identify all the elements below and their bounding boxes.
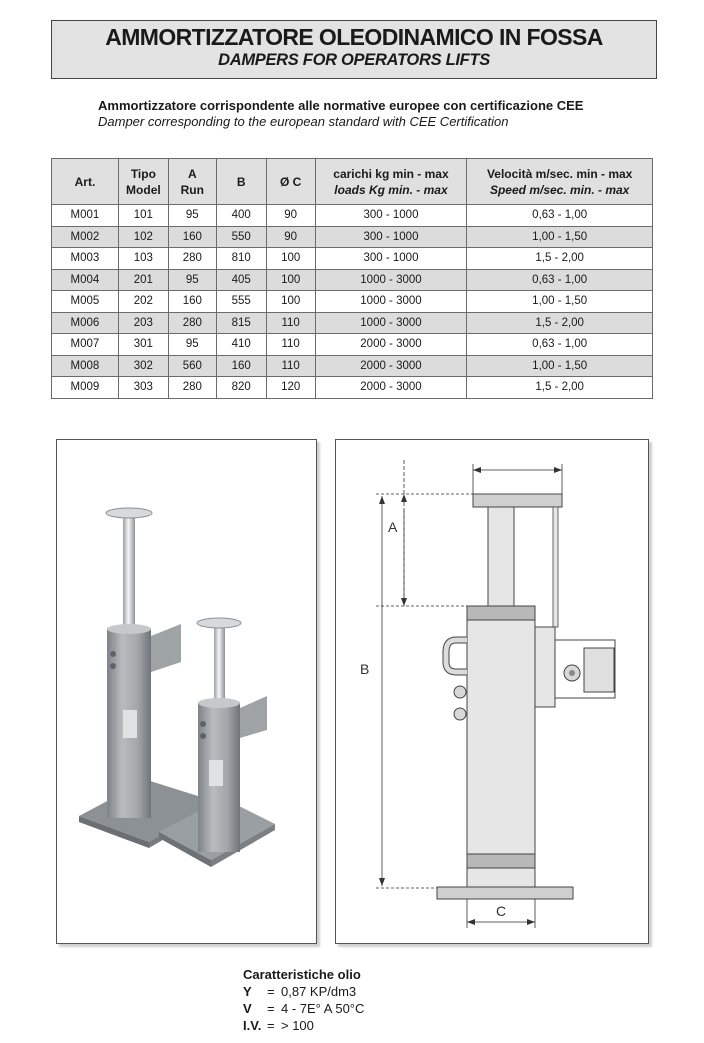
damper-drawing — [336, 440, 648, 943]
run-cell: 95 — [168, 269, 216, 291]
dimension-label-a: A — [388, 519, 398, 535]
oil-rows — [243, 983, 364, 1034]
intro-text — [98, 98, 583, 130]
table-header-row — [52, 159, 653, 205]
b-cell: 820 — [216, 377, 266, 399]
oil-value: 4 - 7E° A 50°C — [281, 1001, 365, 1016]
art-cell: M003 — [52, 248, 119, 270]
art-cell: M006 — [52, 312, 119, 334]
tall-damper — [79, 508, 217, 848]
technical-drawing — [335, 439, 649, 944]
c-cell: 100 — [266, 269, 315, 291]
product-photo — [56, 439, 317, 944]
loads-cell: 2000 - 3000 — [315, 355, 467, 377]
oil-row — [243, 1000, 364, 1017]
art-cell: M007 — [52, 334, 119, 356]
speed-cell: 1,5 - 2,00 — [467, 312, 653, 334]
c-cell: 110 — [266, 355, 315, 377]
b-cell: 410 — [216, 334, 266, 356]
b-cell: 400 — [216, 205, 266, 227]
run-cell: 160 — [168, 226, 216, 248]
col-c: Ø C — [266, 159, 315, 205]
table-row — [52, 355, 653, 377]
speed-cell: 0,63 - 1,00 — [467, 205, 653, 227]
model-cell: 203 — [118, 312, 168, 334]
col-art: Art. — [52, 159, 119, 205]
model-cell: 201 — [118, 269, 168, 291]
run-cell: 280 — [168, 377, 216, 399]
c-cell: 110 — [266, 312, 315, 334]
run-cell: 160 — [168, 291, 216, 313]
loads-cell: 2000 - 3000 — [315, 334, 467, 356]
run-cell: 280 — [168, 312, 216, 334]
art-cell: M001 — [52, 205, 119, 227]
title-box — [51, 20, 657, 79]
loads-cell: 2000 - 3000 — [315, 377, 467, 399]
c-cell: 100 — [266, 291, 315, 313]
page-title: AMMORTIZZATORE OLEODINAMICO IN FOSSA — [105, 24, 603, 50]
model-cell: 101 — [118, 205, 168, 227]
oil-equals: = — [267, 984, 275, 999]
speed-cell: 0,63 - 1,00 — [467, 269, 653, 291]
loads-cell: 1000 - 3000 — [315, 269, 467, 291]
oil-row — [243, 1017, 364, 1034]
oil-value: 0,87 KP/dm3 — [281, 984, 357, 999]
intro-italian: Ammortizzatore corrispondente alle normative europee con certificazione CEE — [98, 98, 584, 113]
speed-cell: 1,00 - 1,50 — [467, 291, 653, 313]
b-cell: 405 — [216, 269, 266, 291]
loads-cell: 300 - 1000 — [315, 248, 467, 270]
oil-value: > 100 — [281, 1018, 314, 1033]
intro-english: Damper corresponding to the european standard with CEE Certification — [98, 114, 509, 129]
c-cell: 120 — [266, 377, 315, 399]
oil-characteristics — [243, 966, 364, 1034]
c-cell: 100 — [266, 248, 315, 270]
col-speed: Velocità m/sec. min - max Speed m/sec. min. - max — [467, 159, 653, 205]
loads-cell: 1000 - 3000 — [315, 291, 467, 313]
dimension-label-b: B — [360, 661, 370, 677]
table-row — [52, 291, 653, 313]
speed-cell: 0,63 - 1,00 — [467, 334, 653, 356]
spec-table — [51, 158, 653, 399]
model-cell: 303 — [118, 377, 168, 399]
speed-cell: 1,5 - 2,00 — [467, 377, 653, 399]
loads-cell: 300 - 1000 — [315, 226, 467, 248]
oil-equals: = — [267, 1001, 275, 1016]
oil-symbol: V — [243, 1001, 252, 1016]
art-cell: M002 — [52, 226, 119, 248]
run-cell: 95 — [168, 205, 216, 227]
oil-equals: = — [267, 1018, 275, 1033]
model-cell: 202 — [118, 291, 168, 313]
model-cell: 302 — [118, 355, 168, 377]
art-cell: M004 — [52, 269, 119, 291]
model-cell: 102 — [118, 226, 168, 248]
col-a: A Run — [168, 159, 216, 205]
c-cell: 90 — [266, 226, 315, 248]
b-cell: 555 — [216, 291, 266, 313]
table-row — [52, 269, 653, 291]
oil-title: Caratteristiche olio — [243, 967, 361, 982]
art-cell: M005 — [52, 291, 119, 313]
col-b: B — [216, 159, 266, 205]
table-row — [52, 334, 653, 356]
model-cell: 301 — [118, 334, 168, 356]
model-cell: 103 — [118, 248, 168, 270]
table-row — [52, 248, 653, 270]
b-cell: 810 — [216, 248, 266, 270]
table-row — [52, 226, 653, 248]
damper-photo-illustration — [57, 440, 316, 943]
table-row — [52, 205, 653, 227]
c-cell: 110 — [266, 334, 315, 356]
run-cell: 95 — [168, 334, 216, 356]
loads-cell: 300 - 1000 — [315, 205, 467, 227]
oil-row — [243, 983, 364, 1000]
b-cell: 815 — [216, 312, 266, 334]
speed-cell: 1,00 - 1,50 — [467, 355, 653, 377]
dimension-label-c: C — [496, 903, 507, 919]
table-row — [52, 377, 653, 399]
speed-cell: 1,5 - 2,00 — [467, 248, 653, 270]
art-cell: M009 — [52, 377, 119, 399]
b-cell: 550 — [216, 226, 266, 248]
speed-cell: 1,00 - 1,50 — [467, 226, 653, 248]
loads-cell: 1000 - 3000 — [315, 312, 467, 334]
col-tipo: Tipo Model — [118, 159, 168, 205]
table-row — [52, 312, 653, 334]
art-cell: M008 — [52, 355, 119, 377]
b-cell: 160 — [216, 355, 266, 377]
c-cell: 90 — [266, 205, 315, 227]
oil-symbol: I.V. — [243, 1018, 262, 1033]
run-cell: 280 — [168, 248, 216, 270]
run-cell: 560 — [168, 355, 216, 377]
col-loads: carichi kg min - max loads Kg min. - max — [315, 159, 467, 205]
page-subtitle: DAMPERS FOR OPERATORS LIFTS — [218, 51, 490, 69]
table-body — [52, 205, 653, 399]
oil-symbol: Y — [243, 984, 252, 999]
